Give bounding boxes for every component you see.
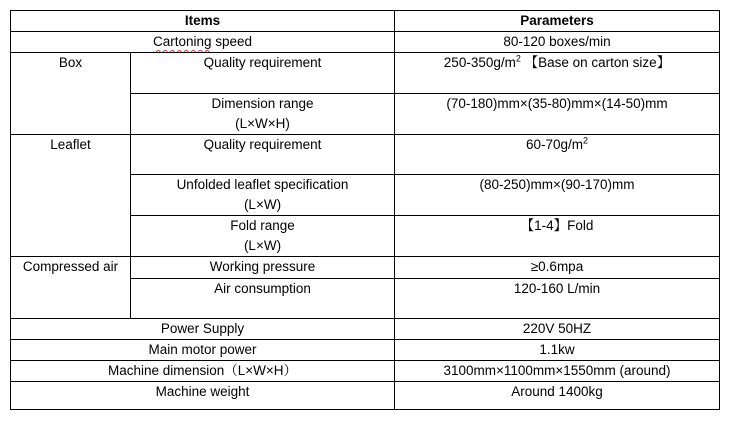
leaflet-fold-label xyxy=(131,216,395,257)
cartoning-speed-label xyxy=(11,32,395,53)
header-items: Items xyxy=(11,11,395,32)
table-row xyxy=(11,340,720,361)
air-consumption-value: 120-160 L/min xyxy=(395,279,720,319)
leaflet-fold-label-line2: (L×W) xyxy=(243,238,282,253)
box-quality-value-main: 250-350g/m xyxy=(443,55,516,70)
leaflet-category: Leaflet xyxy=(11,135,131,257)
table-row xyxy=(11,382,720,410)
table-row xyxy=(11,135,720,175)
table-row xyxy=(11,32,720,53)
cartoning-speed-value: 80-120 boxes/min xyxy=(395,32,720,53)
box-dimension-value: (70-180)mm×(35-80)mm×(14-50)mm xyxy=(395,94,720,135)
table-row xyxy=(11,319,720,340)
box-dimension-label-line2: (L×W×H) xyxy=(235,116,290,131)
air-consumption-label: Air consumption xyxy=(131,279,395,319)
working-pressure-value: ≥0.6mpa xyxy=(395,257,720,279)
leaflet-fold-value: 【1-4】Fold xyxy=(395,216,720,257)
leaflet-unfolded-label xyxy=(131,175,395,216)
box-quality-value-sup: 2 xyxy=(515,53,521,64)
spec-table xyxy=(10,10,720,410)
box-quality-value-note: 【Base on carton size】 xyxy=(520,55,671,70)
leaflet-unfolded-label-line1: Unfolded leaflet specification xyxy=(176,177,349,192)
machine-dimension-value: 3100mm×1100mm×1550mm (around) xyxy=(395,361,720,382)
leaflet-unfolded-label-line2: (L×W) xyxy=(243,197,282,212)
speed-word: speed xyxy=(211,34,253,49)
leaflet-quality-value xyxy=(395,135,720,175)
box-quality-label: Quality requirement xyxy=(131,53,395,94)
leaflet-quality-value-sup: 2 xyxy=(583,135,589,146)
main-motor-value: 1.1kw xyxy=(395,340,720,361)
leaflet-quality-label: Quality requirement xyxy=(131,135,395,175)
power-supply-label: Power Supply xyxy=(11,319,395,340)
leaflet-quality-value-main: 60-70g/m xyxy=(525,137,584,152)
cartoning-word: Cartoning xyxy=(152,34,212,49)
box-category: Box xyxy=(11,53,131,135)
header-row xyxy=(11,11,720,32)
box-dimension-label-line1: Dimension range xyxy=(211,96,314,111)
working-pressure-label: Working pressure xyxy=(131,257,395,279)
table-row xyxy=(11,361,720,382)
box-dimension-label xyxy=(131,94,395,135)
table-row xyxy=(11,257,720,279)
power-supply-value: 220V 50HZ xyxy=(395,319,720,340)
header-parameters: Parameters xyxy=(395,11,720,32)
main-motor-label: Main motor power xyxy=(11,340,395,361)
leaflet-fold-label-line1: Fold range xyxy=(230,218,295,233)
box-quality-value xyxy=(395,53,720,94)
compressed-air-category: Compressed air xyxy=(11,257,131,319)
table-row xyxy=(11,53,720,94)
machine-weight-value: Around 1400kg xyxy=(395,382,720,410)
machine-dimension-label: Machine dimension（L×W×H） xyxy=(11,361,395,382)
machine-weight-label: Machine weight xyxy=(11,382,395,410)
leaflet-unfolded-value: (80-250)mm×(90-170)mm xyxy=(395,175,720,216)
